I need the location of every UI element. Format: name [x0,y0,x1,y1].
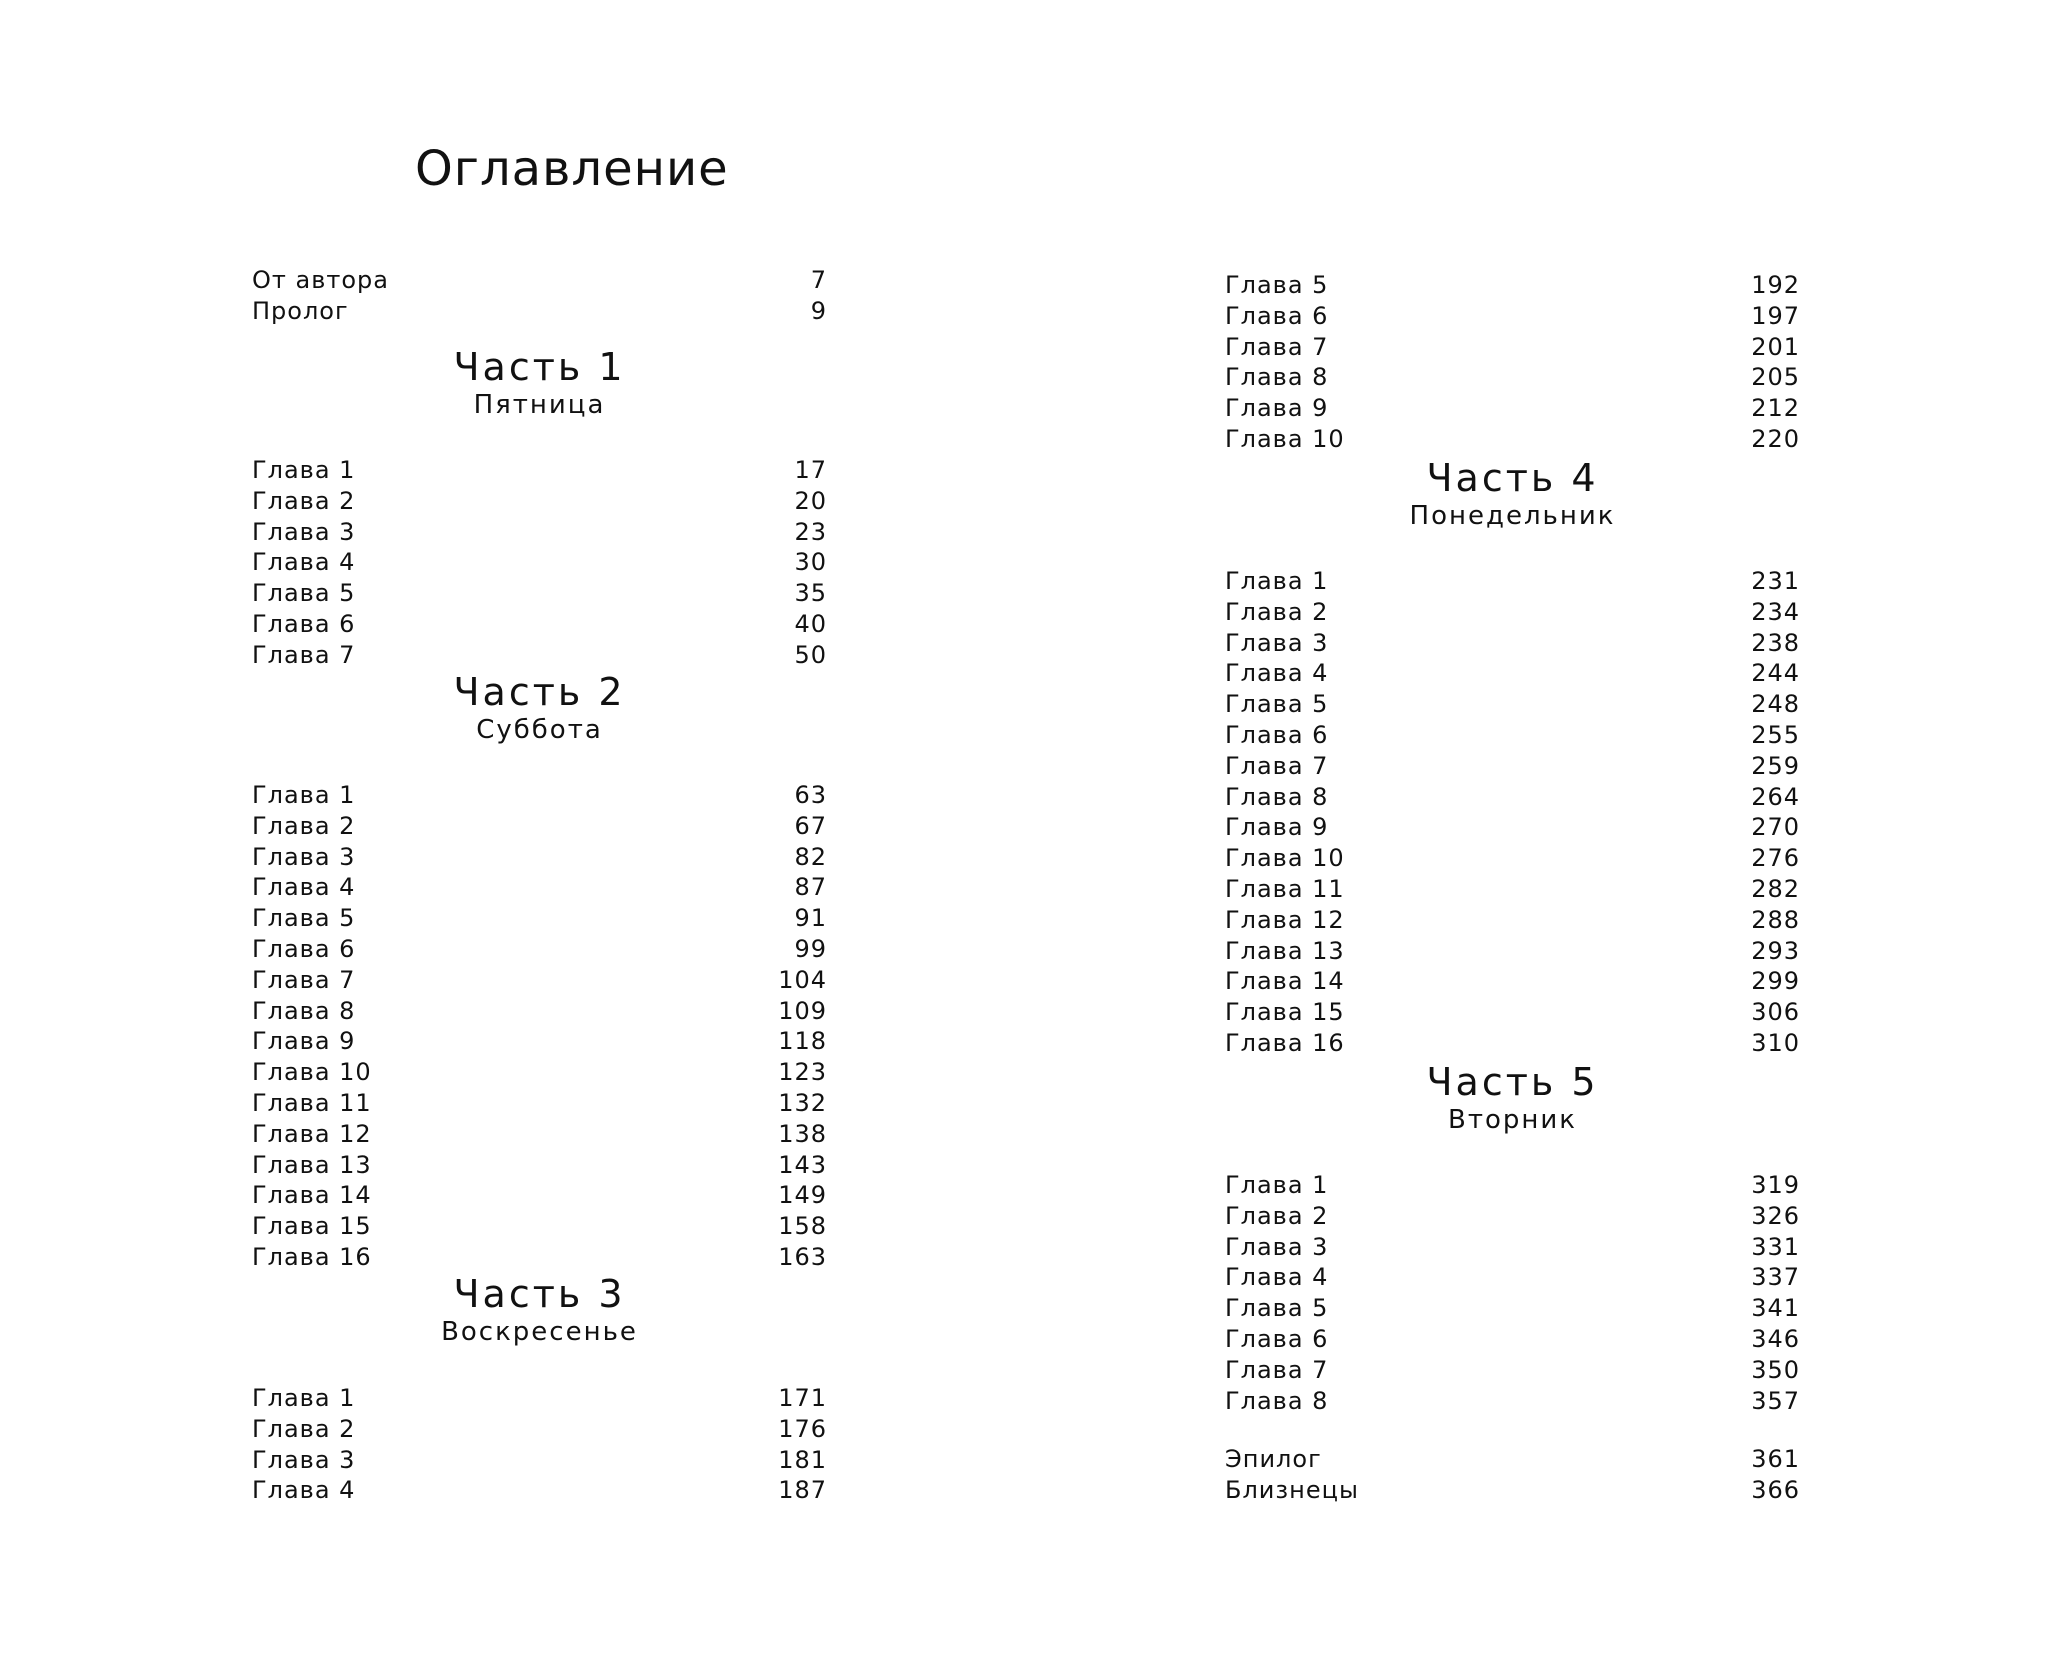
entry-page-number: 205 [1751,363,1800,392]
entry-page-number: 341 [1751,1294,1800,1323]
entry-label: Глава 1 [252,456,356,484]
entry-page-number: 132 [778,1089,827,1117]
entry-label: Глава 8 [1225,363,1329,392]
entry-page-number: 138 [778,1119,827,1148]
chapter-entry[interactable] [252,578,827,608]
entry-page-number: 306 [1751,998,1800,1027]
entry-page-number: 319 [1751,1171,1800,1199]
chapter-entry[interactable] [1225,424,1800,454]
chapter-entry[interactable] [252,996,827,1026]
entry-label: Глава 16 [252,1243,372,1271]
entry-label: Глава 7 [1225,332,1329,361]
entry-label: Глава 2 [1225,597,1329,626]
toc-title: Оглавление [415,141,729,197]
chapter-entry[interactable] [252,1445,827,1475]
entry-page-number: 238 [1751,628,1800,657]
entry-label: Глава 2 [252,1414,356,1443]
toc-entry[interactable] [1225,1444,1800,1474]
entry-page-number: 350 [1751,1355,1800,1384]
entry-label: Глава 4 [252,1476,356,1505]
chapter-entry[interactable] [1225,812,1800,842]
entry-label: Глава 11 [252,1089,372,1117]
entry-label: Глава 7 [252,640,356,669]
entry-page-number: 82 [794,842,827,871]
entry-label: Глава 10 [1225,844,1345,873]
chapter-entry[interactable] [1225,658,1800,688]
entry-page-number: 158 [778,1212,827,1241]
chapter-entry[interactable] [1225,270,1800,300]
entry-page-number: 248 [1751,690,1800,719]
entry-page-number: 87 [794,873,827,902]
entry-label: Глава 5 [1225,1294,1329,1323]
entry-label: Глава 9 [1225,813,1329,842]
entry-label: Глава 12 [252,1119,372,1148]
entry-page-number: 201 [1751,332,1800,361]
entry-page-number: 118 [778,1027,827,1056]
entry-page-number: 171 [778,1384,827,1412]
entry-page-number: 23 [794,517,827,546]
entry-page-number: 231 [1751,567,1800,595]
chapter-entry[interactable] [252,811,827,841]
entry-label: От автора [252,266,389,294]
chapter-entry[interactable] [252,872,827,902]
entry-label: Эпилог [1225,1445,1322,1473]
toc-entry[interactable] [1225,1475,1800,1505]
entry-label: Глава 16 [1225,1029,1345,1057]
entry-page-number: 63 [794,781,827,809]
entry-label: Глава 6 [252,935,356,963]
entry-label: Глава 6 [1225,301,1329,330]
toc-entry[interactable] [252,265,827,295]
entry-page-number: 357 [1751,1386,1800,1415]
entry-label: Глава 8 [252,996,356,1025]
entry-page-number: 7 [810,266,827,294]
chapter-entry[interactable] [252,517,827,547]
entry-label: Пролог [252,296,349,325]
chapter-entry[interactable] [1225,1028,1800,1058]
part-title: Часть 5 [1426,1060,1599,1104]
part-title: Часть 1 [453,345,626,389]
part-title: Часть 2 [453,670,626,714]
entry-page-number: 176 [778,1414,827,1443]
chapter-entry[interactable] [252,965,827,995]
entry-page-number: 255 [1751,721,1800,749]
entry-page-number: 35 [794,579,827,608]
entry-label: Глава 2 [252,486,356,515]
entry-label: Близнецы [1225,1475,1359,1504]
entry-page-number: 40 [794,610,827,638]
chapter-entry[interactable] [1225,689,1800,719]
part-heading [252,670,827,746]
part-subtitle: Вторник [1448,1105,1577,1135]
chapter-entry[interactable] [1225,1324,1800,1354]
chapter-entry[interactable] [1225,936,1800,966]
entry-label: Глава 7 [252,965,356,994]
chapter-entry[interactable] [1225,362,1800,392]
part-title: Часть 3 [453,1272,626,1316]
entry-label: Глава 1 [252,781,356,809]
chapter-entry[interactable] [1225,751,1800,781]
entry-page-number: 67 [794,811,827,840]
chapter-entry[interactable] [1225,597,1800,627]
chapter-entry[interactable] [1225,782,1800,812]
chapter-entry[interactable] [1225,628,1800,658]
entry-page-number: 91 [794,904,827,933]
chapter-entry[interactable] [252,842,827,872]
entry-label: Глава 3 [252,842,356,871]
entry-label: Глава 11 [1225,875,1345,903]
chapter-entry[interactable] [1225,1170,1800,1200]
entry-label: Глава 4 [252,873,356,902]
entry-page-number: 299 [1751,967,1800,996]
chapter-entry[interactable] [252,780,827,810]
entry-label: Глава 6 [252,610,356,638]
part-title: Часть 4 [1426,456,1599,500]
entry-page-number: 187 [778,1476,827,1505]
entry-page-number: 143 [778,1150,827,1179]
entry-label: Глава 2 [1225,1201,1329,1230]
entry-page-number: 366 [1751,1475,1800,1504]
entry-label: Глава 1 [1225,1171,1329,1199]
part-heading [252,1272,827,1348]
entry-label: Глава 14 [1225,967,1345,996]
entry-label: Глава 4 [252,548,356,577]
chapter-entry[interactable] [252,934,827,964]
entry-page-number: 212 [1751,394,1800,423]
chapter-entry[interactable] [1225,1355,1800,1385]
entry-label: Глава 5 [1225,271,1329,299]
chapter-entry[interactable] [1225,393,1800,423]
entry-label: Глава 5 [1225,690,1329,719]
entry-page-number: 288 [1751,905,1800,934]
entry-page-number: 244 [1751,659,1800,688]
chapter-entry[interactable] [252,1088,827,1118]
entry-page-number: 20 [794,486,827,515]
part-subtitle: Воскресенье [441,1317,638,1347]
chapter-entry[interactable] [1225,905,1800,935]
entry-label: Глава 8 [1225,782,1329,811]
chapter-entry[interactable] [1225,997,1800,1027]
entry-page-number: 270 [1751,813,1800,842]
part-heading [1225,1060,1800,1136]
entry-page-number: 293 [1751,936,1800,965]
chapter-entry[interactable] [252,455,827,485]
entry-page-number: 123 [778,1058,827,1087]
entry-page-number: 99 [794,935,827,963]
entry-page-number: 181 [778,1445,827,1474]
chapter-entry[interactable] [1225,1386,1800,1416]
chapter-entry[interactable] [1225,332,1800,362]
chapter-entry[interactable] [1225,966,1800,996]
chapter-entry[interactable] [252,640,827,670]
chapter-entry[interactable] [252,1180,827,1210]
entry-label: Глава 13 [1225,936,1345,965]
entry-label: Глава 8 [1225,1386,1329,1415]
entry-page-number: 259 [1751,751,1800,780]
chapter-entry[interactable] [1225,301,1800,331]
entry-page-number: 9 [810,296,827,325]
chapter-entry[interactable] [252,1414,827,1444]
entry-page-number: 109 [778,996,827,1025]
entry-label: Глава 15 [1225,998,1345,1027]
entry-page-number: 104 [778,965,827,994]
chapter-entry[interactable] [252,486,827,516]
entry-label: Глава 2 [252,811,356,840]
entry-page-number: 192 [1751,271,1800,299]
entry-page-number: 310 [1751,1029,1800,1057]
chapter-entry[interactable] [1225,1262,1800,1292]
entry-label: Глава 5 [252,904,356,933]
chapter-entry[interactable] [252,1057,827,1087]
toc-entry[interactable] [252,296,827,326]
chapter-entry[interactable] [252,1026,827,1056]
entry-label: Глава 3 [1225,1232,1329,1261]
entry-label: Глава 9 [1225,394,1329,423]
entry-page-number: 337 [1751,1263,1800,1292]
entry-label: Глава 7 [1225,1355,1329,1384]
entry-label: Глава 1 [1225,567,1329,595]
entry-label: Глава 1 [252,1384,356,1412]
entry-label: Глава 12 [1225,905,1345,934]
entry-label: Глава 15 [252,1212,372,1241]
entry-label: Глава 5 [252,579,356,608]
chapter-entry[interactable] [252,1242,827,1272]
chapter-entry[interactable] [252,1150,827,1180]
chapter-entry[interactable] [1225,720,1800,750]
entry-label: Глава 6 [1225,721,1329,749]
chapter-entry[interactable] [1225,1293,1800,1323]
entry-page-number: 276 [1751,844,1800,873]
entry-label: Глава 3 [252,517,356,546]
chapter-entry[interactable] [1225,874,1800,904]
entry-label: Глава 13 [252,1150,372,1179]
chapter-entry[interactable] [252,1119,827,1149]
chapter-entry[interactable] [252,547,827,577]
entry-page-number: 264 [1751,782,1800,811]
entry-label: Глава 6 [1225,1325,1329,1353]
part-heading [1225,456,1800,532]
entry-label: Глава 3 [252,1445,356,1474]
entry-page-number: 331 [1751,1232,1800,1261]
entry-label: Глава 3 [1225,628,1329,657]
entry-page-number: 17 [794,456,827,484]
chapter-entry[interactable] [252,1383,827,1413]
chapter-entry[interactable] [1225,843,1800,873]
entry-label: Глава 14 [252,1181,372,1210]
entry-label: Глава 10 [252,1058,372,1087]
entry-page-number: 197 [1751,301,1800,330]
part-subtitle: Пятница [473,390,606,420]
chapter-entry[interactable] [1225,1232,1800,1262]
entry-page-number: 326 [1751,1201,1800,1230]
entry-page-number: 163 [778,1243,827,1271]
part-subtitle: Суббота [476,715,603,745]
entry-label: Глава 9 [252,1027,356,1056]
chapter-entry[interactable] [1225,1201,1800,1231]
entry-page-number: 50 [794,640,827,669]
entry-page-number: 234 [1751,597,1800,626]
entry-page-number: 220 [1751,425,1800,453]
entry-page-number: 149 [778,1181,827,1210]
entry-label: Глава 4 [1225,1263,1329,1292]
entry-page-number: 361 [1751,1445,1800,1473]
chapter-entry[interactable] [252,1475,827,1505]
chapter-entry[interactable] [252,609,827,639]
entry-page-number: 346 [1751,1325,1800,1353]
part-heading [252,345,827,421]
part-subtitle: Понедельник [1409,501,1616,531]
chapter-entry[interactable] [1225,566,1800,596]
entry-page-number: 30 [794,548,827,577]
entry-page-number: 282 [1751,875,1800,903]
entry-label: Глава 7 [1225,751,1329,780]
entry-label: Глава 4 [1225,659,1329,688]
chapter-entry[interactable] [252,1211,827,1241]
chapter-entry[interactable] [252,903,827,933]
entry-label: Глава 10 [1225,425,1345,453]
